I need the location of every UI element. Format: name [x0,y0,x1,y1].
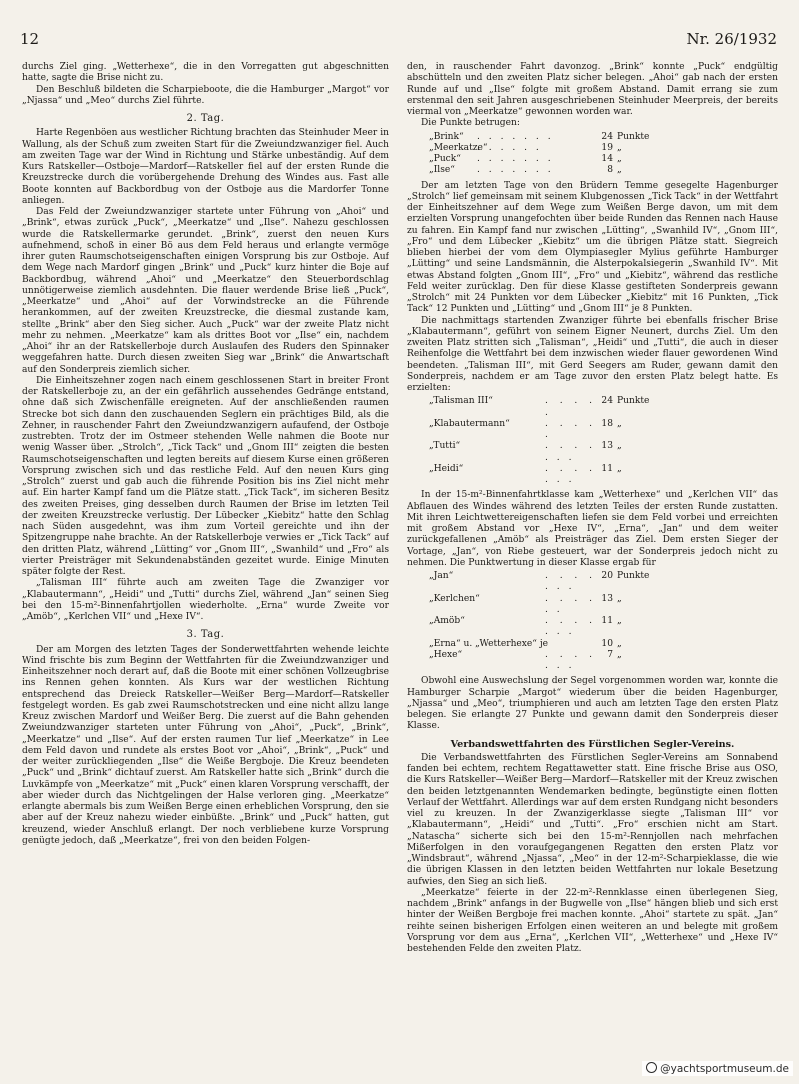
points-row: „Meerkatze“ . . . . . . 19 „ [429,142,622,153]
points-row: „Puck“ . . . . . . . 14 „ [429,154,622,164]
paragraph: „Talisman III“ führte auch am zweiten Tage die Zwanziger vor „Klabautermann“, „Heidi“ und „Tutti“ durchs Ziel, während „Jan“ seinen Sieg bei den 15-m²-Binnenfahrtjollen wiederholte. „Erna“ wurde Zweite vor „Amöb“, „Kerlchen VII“ und „Hexe IV“. [22,578,389,622]
points-intro: Die Punkte betrugen: [421,118,520,129]
points-table-22 [429,132,778,177]
page-header [20,30,777,52]
paragraph: Obwohl eine Auswechslung der Segel vorgenommen worden war, konnte die Hamburger Scharpie „Margot“ wiederum über die beiden Hagenburger, „Njassa“ und „Meo“, triumphieren und auch am letzten Tage den ersten Platz belegen. Sie erlangte 27 Punkte und gewann damit den Sonderpreis dieser Klasse. [407,676,778,732]
watermark-text: @yachtsportmuseum.de [660,1063,789,1075]
points-row: „Jan“ . . . . . . . 20 Punkte [429,571,650,593]
points-row: „Amöb“ . . . . . . . 11 „ [429,616,622,638]
section-heading-day-2: 2. Tag. [186,113,225,124]
left-column [22,62,389,1062]
points-row: „Hexe“ . . . . . . . 7 „ [429,649,622,671]
paragraph: Der am Morgen des letzten Tages der Sonderwettfahrten wehende leichte Wind frischte bis zum Beginn der Wettfahrten für die Zweiundzwanziger und Einheitszehner noch derart auf, daß die Boote mit einer schönen Vollzeugbrise ins Rennen gehen konnten. Als Kurs war der westlichen Richtung entsprechend das Dreieck Ratskeller—Weißer Berg—Mardorf—Ratskeller festgelegt worden. Es gab zwei Raumschotstrecken und eine nicht allzu lange Kreuz zwischen Mardorf und Weißer Berg. Die zuerst auf die Bahn gehenden Zweiundzwanziger starteten unter Führung von „Ahoi“, „Puck“, „Brink“, „Meerkatze“ und „Ilse“. Auf der ersten raumen Tur lief „Meerkatze“ in Lee dem Feld davon und rundete als erstes Boot vor „Ahoi“, „Brink“, „Puck“ und der weiter zurückliegenden „Ilse“ die Weiße Bergboje. Die Kreuz beendeten „Puck“ und „Brink“ dichtauf zuerst. Am Ratskeller hatte sich „Brink“ durch die Luvkämpfe von „Meerkatze“ mit „Puck“ einen klaren Vorsprung verschafft, der aber wieder durch das Nichtgelingen der Halse verloren ging. „Meerkatze“ erlangte abermals bis zum Weißen Berge einen erheblichen Vorsprung, den sie aber auf der Kreuz nahezu wieder einbüßte. „Brink“ und „Puck“ hatten, gut kreuzend, wieder Anschluß erlangt. Der noch verbliebene kurze Vorsprung genügte jedoch, daß „Meerkatze“, frei von den beiden Folgen- [22,644,389,846]
points-row: „Talisman III“ . . . . . 24 Punkte [429,396,650,418]
paragraph: den, in rauschender Fahrt davonzog. „Brink“ konnte „Puck“ endgültig abschütteln und den zweiten Platz sicher belegen. „Ahoi“ gab nach der ersten Runde auf und „Ilse“ folgte mit großem Abstand. Damit errang sie zum erstenmal den seit Jahren ausgeschriebenen Steinhuder Meerpreis, der bereits viermal von „Meerkatze“ gewonnen worden war. [407,62,778,117]
paragraph: Harte Regenböen aus westlicher Richtung brachten das Steinhuder Meer in Wallung, als der Schuß zum zweiten Start für die Zweiundzwanziger fiel. Auch am zweiten Tage war der Wind in Richtung und Stärke unbeständig. Auf dem Kurs Ratskeller—Ostboje—Mardorf—Ratskeller fiel auf der ersten Runde die Kreuzstrecke durch die vorübergehende Drehung des Windes aus. Fast alle Boote konnten auf Backbordbug von der Ostboje aus die Mardorfer Tonne anliegen. [22,128,389,206]
points-row: „Erna“ u. „Wetterhexe“ je 10 „ [429,638,622,649]
paragraph: „Meerkatze“ feierte in der 22-m²-Rennklasse einen überlegenen Sieg, nachdem „Brink“ anfangs in der Bugwelle von „Ilse“ hängen blieb und sich erst hinter der Weißen Bergboje frei machen konnte. „Ahoi“ startete zu spät. „Jan“ reihte seinen bisherigen Erfolgen einen weiteren an und belegte mit großem Vorsprung vor dem aus „Erna“, „Kerlchen VII“, „Wetterhexe“ und „Hexe IV“ bestehenden Felde den zweiten Platz. [407,887,778,954]
paragraph: Der am letzten Tage von den Brüdern Temme gesegelte Hagenburger „Strolch“ lief gemeinsam mit seinem Klubgenossen „Tick Tack“ in der Wettfahrt der Einheitszehner auf dem Wege zum Weißen Berge davon, um mit dem erzielten Vorsprung unangefochten über beide Runden das Rennen nach Hause zu fahren. Ein Kampf fand nur zwischen „Lütting“, „Swanhild IV“, „Gnom III“, „Fro“ und dem Lübecker „Kiebitz“ um die übrigen Plätze statt. Siegreich blieben hierbei der vom dem Olympiasegler Mylius geführte Hamburger „Lütting“ und seine Landsmännin, die Alsterpokalsiegerin „Swanhild IV“. Mit etwas Abstand folgten „Gnom III“, „Fro“ und „Kiebitz“, während das restliche Feld weiter zurücklag. Den für diese Klasse gestifteten Sonderpreis gewann „Strolch“ mit 24 Punkten vor dem Lübecker „Kiebitz“ mit 16 Punkten, „Tick Tack“ 12 Punkten und „Lütting“ und „Gnom III“ je 8 Punkten. [407,180,778,315]
issue-number: Nr. 26/1932 [686,30,777,48]
paragraph: Das Feld der Zweiundzwanziger startete unter Führung von „Ahoi“ und „Brink“, etwas zurück „Puck“, „Meerkatze“ und „Ilse“. Nahezu geschlossen wurde die Ratskellermarke gerundet. „Brink“, zuerst den neuen Kurs aufnehmend, schoß in einer Bö aus dem Feld heraus und erlangte vermöge ihrer guten Raumschotseigenschaften einigen Vorsprung bis zur Ostboje. Auf dem Wege nach Mardorf gingen „Brink“ und „Puck“ kurz hinter die Boje auf Backbordbug, während „Ahoi“ und „Meerkatze“ den Steuerbordschlag unnötigerweise ziemlich ausdehnten. Die flauer werdende Brise ließ „Puck“, „Meerkatze“ und „Ahoi“ auf der Vorwindstrecke an die Führende herankommen, auf der zweiten Kreuzstrecke, die diesmal zustande kam, stellte „Brink“ aber den Sieg sicher. Auch „Puck“ war der zweite Platz nicht mehr zu nehmen. „Meerkatze“ kam als drittes Boot vor „Ilse“ ein, nachdem „Ahoi“ ihr an der Ratskellerboje durch Auslaufen des Ruders den Spinnaker weggefahren hatte. Durch diesen zweiten Sieg war „Brink“ die Anwartschaft auf den Sonderpreis ziemlich sicher. [22,207,389,375]
points-row: „Brink“ . . . . . . . 24 Punkte [429,131,650,142]
paragraph: Die nachmittags startenden Zwanziger führte bei ebenfalls frischer Brise „Klabautermann“, geführt von seinem Eigner Neunert, durchs Ziel. Um den zweiten Platz stritten sich „Talisman“, „Heidi“ und „Tutti“, die auch in dieser Reihenfolge die Wettfahrt bei dem inzwischen wieder flauer gewordenen Wind beendeten. „Talisman III“, mit Gerd Seegers am Ruder, gewann damit den Sonderpreis, nachdem er am Tage zuvor den ersten Platz belegt hatte. Es erzielten: [407,315,778,393]
watermark [642,1061,793,1076]
right-column [407,62,778,1062]
points-row: „Klabautermann“ . . . . . 18 „ [429,418,622,440]
points-table-20 [429,396,778,486]
points-row: „Ilse“ . . . . . . . 8 „ [429,165,622,176]
paragraph: durchs Ziel ging. „Wetterhexe“, die in den Vorregatten gut abgeschnitten hatte, sagte die Brise nicht zu. [22,62,389,84]
paragraph: Die Einheitszehner zogen nach einem geschlossenen Start in breiter Front der Ratskellerboje zu, an der ein gefährlich aussehendes Gedränge entstand, ohne daß sich Zwischenfälle ereigneten. Auf der anschließenden raumen Strecke bot sich dann den zuschauenden Seglern ein prächtiges Bild, als die Zehner, in rauschender Fahrt den Zweiundzwanzigern aufaufend, der Ostboje zustrebten. Trotz der im Ostmeer stehenden Welle nahmen die Boote nur wenig Wasser über. „Strolch“, „Tick Tack“ und „Gnom III“ zeigten die besten Raumschotseigenschaften und legten bereits auf diesem Kurse einen größeren Vorsprung zwischen sich und das restliche Feld. Auf den neuen Kurs ging „Strolch“ zuerst und gab auch die führende Position bis ins Ziel nicht mehr auf. Ein harter Kampf fand um die Plätze statt. „Tick Tack“, im sicheren Besitz des zweiten Preises, ging desselben durch Raumen der Brise im letzten Teil der zweiten Kreuzstrecke verlustig. Der Lübecker „Kiebitz“ hatte den Schlag nach Süden ausgedehnt, was ihm zum Vorteil gereichte und ihn der Spitzengruppe nahe brachte. An der Ratskellerboje verwies er „Tick Tack“ auf den dritten Platz, während „Lütting“ vor „Gnom III“, „Swanhild“ und „Fro“ als vierter Preisträger mit Sekundenabständen gezeitet wurde. Einige Minuten später folgte der Rest. [22,375,389,577]
points-table-15 [429,571,778,672]
paragraph: Den Beschluß bildeten die Scharpieboote, die die Hamburger „Margot“ vor „Njassa“ und „Meo“ durchs Ziel führte. [22,84,389,106]
paragraph: Die Verbandswettfahrten des Fürstlichen Segler-Vereins am Sonnabend fanden bei echtem, rechtem Regattawetter statt. Eine frische Brise aus OSO, die Kurs Ratskeller—Weißer Berg—Mardorf—Ratskeller mit der Kreuz zwischen den beiden letztgenannten Wendemarken bedingte, begünstigte einen flotten Verlauf der Wettfahrt. Allerdings war auf dem ersten Rundgang nicht besonders viel zu kreuzen. In der Zwanzigerklasse siegte „Talisman III“ vor „Klabautermann“, „Heidi“ und „Tutti“. „Fro“ erschien nicht am Start. „Natascha“ sicherte sich bei den 15-m²-Rennjollen nach mehrfachen Mißerfolgen in den voraufgegangenen Regatten den ersten Platz vor „Windsbraut“, während „Njassa“, „Meo“ in der 12-m²-Scharpieklasse, die wie die übrigen Klassen in den letzten beiden Wettfahrten nur lokale Besetzung aufwies, den Sieg an sich ließ. [407,752,778,887]
points-row: „Tutti“ . . . . . . . 13 „ [429,441,622,463]
watermark-icon [646,1062,657,1073]
page-number: 12 [20,30,40,48]
points-row: „Kerlchen“ . . . . . . 13 „ [429,593,622,615]
points-row: „Heidi“ . . . . . . . 11 „ [429,463,622,485]
section-heading-day-3: 3. Tag. [186,629,225,641]
section-heading-verband: Verbandswettfahrten des Fürstlichen Segler-Vereins. [450,738,735,750]
paragraph: In der 15-m²-Binnenfahrtklasse kam „Wetterhexe“ und „Kerlchen VII“ das Abflauen des Windes während des letzten Teiles der ersten Runde zustatten. Mit ihren Leichtwettereigenschaften liefen sie dem Feld vorbei und erreichten mit großem Abstand vor „Hexe IV“, „Erna“, „Jan“ und dem weiter zurückgefallenen „Amöb“ als Preisträger das Ziel. Dem ersten Sieger der Vortage, „Jan“, von Riebe gesteuert, war der Sonderpreis jedoch nicht zu nehmen. Die Punktwertung in dieser Klasse ergab für [407,490,778,568]
